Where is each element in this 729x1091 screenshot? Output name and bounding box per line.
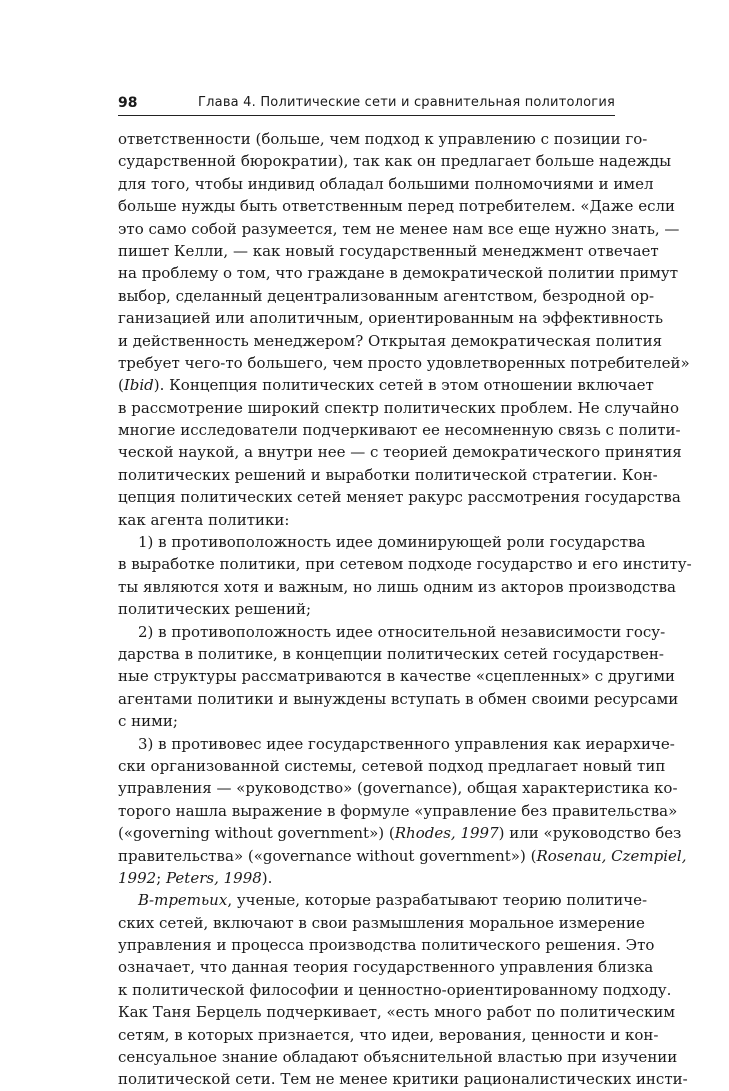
text-line bbox=[118, 800, 678, 822]
text-line bbox=[118, 621, 666, 643]
text-run: агентами политики и вынуждены вступать в обмен своими ресурсами bbox=[118, 689, 679, 708]
text-line bbox=[118, 1068, 688, 1090]
text-line bbox=[118, 934, 655, 956]
text-line bbox=[118, 710, 615, 732]
text-line bbox=[118, 598, 615, 620]
text-line bbox=[118, 486, 681, 508]
italic-text: Ibid bbox=[123, 376, 154, 395]
text-line bbox=[118, 889, 648, 911]
text-line bbox=[118, 755, 666, 777]
text-line bbox=[118, 688, 679, 710]
text-run: ганизацией или аполитичным, ориентированным на эффективность bbox=[118, 309, 664, 328]
text-run: ты являются хотя и важным, но лишь одним из акторов производства bbox=[118, 577, 676, 596]
text-run: сенсуальное знание обладают объяснительной властью при изучении bbox=[118, 1048, 678, 1067]
text-run: ответственности (больше, чем подход к управлению с позиции го- bbox=[118, 130, 648, 148]
text-line bbox=[118, 352, 690, 374]
text-run: , ученые, которые разрабатывают теорию политиче- bbox=[227, 891, 648, 910]
text-run: ные структуры рассматриваются в качестве «сцепленных» с другими bbox=[118, 667, 676, 686]
text-line bbox=[118, 867, 615, 889]
text-run: ческой наукой, а внутри нее — с теорией демократического принятия bbox=[118, 443, 682, 462]
text-line bbox=[118, 979, 672, 1001]
text-line bbox=[118, 330, 663, 352]
text-line bbox=[118, 1001, 676, 1023]
text-run: политических решений и выработки политической стратегии. Кон- bbox=[118, 465, 658, 484]
text-run: ). Концепция политических сетей в этом отношении включает bbox=[153, 376, 654, 395]
text-run: политической сети. Тем не менее критики рационалистических инсти- bbox=[118, 1070, 688, 1089]
text-line bbox=[118, 643, 664, 665]
text-run: («governing without government») ( bbox=[118, 824, 395, 843]
text-line bbox=[118, 553, 692, 575]
text-line bbox=[118, 822, 682, 844]
text-line bbox=[118, 218, 680, 240]
text-run: 3) в противовес идее государственного управления как иерархиче- bbox=[138, 734, 675, 753]
text-line bbox=[118, 845, 687, 867]
text-line bbox=[118, 665, 676, 687]
text-line bbox=[118, 531, 646, 553]
text-line bbox=[118, 1046, 678, 1068]
text-line bbox=[118, 912, 645, 934]
text-run: правительства» («governance without government») ( bbox=[118, 846, 537, 865]
italic-text: В-третьих bbox=[138, 891, 228, 910]
text-run: в рассмотрение широкий спектр политических проблем. Не случайно bbox=[118, 398, 679, 417]
text-line bbox=[118, 307, 664, 329]
italic-text: Rhodes, 1997 bbox=[394, 824, 499, 843]
text-line bbox=[118, 374, 654, 396]
text-run: 1) в противоположность идее доминирующей роли государства bbox=[138, 533, 646, 552]
text-run: это само собой разумеется, тем не менее нам все еще нужно знать, — bbox=[118, 219, 680, 238]
text-run: как агента политики: bbox=[118, 510, 290, 529]
text-line bbox=[118, 173, 654, 195]
page-header bbox=[118, 94, 615, 116]
text-run: означает, что данная теория государственного управления близка bbox=[118, 958, 654, 977]
text-run: торого нашла выражение в формуле «управление без правительства» bbox=[118, 801, 678, 820]
text-run: ; bbox=[156, 868, 167, 887]
text-line bbox=[118, 128, 648, 150]
text-run: управления и процесса производства политического решения. Это bbox=[118, 936, 655, 955]
italic-text: Rosenau, Czempiel, bbox=[536, 846, 687, 865]
text-run: Как Таня Берцель подчеркивает, «есть много работ по политическим bbox=[118, 1003, 676, 1022]
text-run: сетям, в которых признается, что идеи, верования, ценности и кон- bbox=[118, 1025, 659, 1044]
text-line bbox=[118, 509, 615, 531]
body-text bbox=[118, 128, 692, 1091]
text-run: управления — «руководство» (governance), общая характеристика ко- bbox=[118, 779, 678, 798]
text-line bbox=[118, 441, 682, 463]
text-run: 2) в противоположность идее относительной независимости госу- bbox=[138, 622, 666, 641]
text-line bbox=[118, 262, 679, 284]
text-run: политических решений; bbox=[118, 600, 311, 619]
text-line bbox=[118, 956, 654, 978]
text-run: для того, чтобы индивид обладал большими полномочиями и имел bbox=[118, 174, 654, 193]
text-run: требует чего-то большего, чем просто удовлетворенных потребителей» bbox=[118, 353, 690, 372]
text-line bbox=[118, 285, 655, 307]
text-run: ских сетей, включают в свои размышления моральное измерение bbox=[118, 913, 645, 932]
text-run: с ними; bbox=[118, 712, 178, 731]
text-run: дарства в политике, в концепции политических сетей государствен- bbox=[118, 644, 664, 663]
text-line bbox=[118, 777, 678, 799]
italic-text: 1992 bbox=[118, 868, 157, 887]
text-run: ски организованной системы, сетевой подход предлагает новый тип bbox=[118, 756, 666, 775]
text-run: и действенность менеджером? Открытая демократическая полития bbox=[118, 331, 663, 350]
text-run: к политической философии и ценностно-ориентированному подходу. bbox=[118, 980, 672, 999]
text-line bbox=[118, 464, 658, 486]
text-run: цепция политических сетей меняет ракурс рассмотрения государства bbox=[118, 488, 681, 507]
text-line bbox=[118, 397, 679, 419]
page-number: 98 bbox=[118, 95, 138, 111]
text-line bbox=[118, 240, 659, 262]
text-line bbox=[118, 733, 675, 755]
text-run: ). bbox=[261, 868, 273, 887]
text-line bbox=[118, 150, 672, 172]
text-run: на проблему о том, что граждане в демократической политии примут bbox=[118, 264, 679, 283]
text-line bbox=[118, 419, 681, 441]
text-run: многие исследователи подчеркивают ее несомненную связь с полити- bbox=[118, 421, 681, 440]
text-line bbox=[118, 1024, 659, 1046]
text-run: выбор, сделанный децентрализованным агентством, безродной ор- bbox=[118, 286, 655, 305]
text-line bbox=[118, 576, 676, 598]
text-run: ( bbox=[118, 376, 124, 395]
text-run: больше нужды быть ответственным перед потребителем. «Даже если bbox=[118, 197, 675, 216]
running-title: Глава 4. Политические сети и сравнительная политология bbox=[198, 95, 615, 110]
text-run: сударственной бюрократии), так как он предлагает больше надежды bbox=[118, 152, 672, 171]
text-run: в выработке политики, при сетевом подходе государство и его институ- bbox=[118, 555, 692, 574]
text-run: ) или «руководство без bbox=[498, 824, 682, 843]
text-run: пишет Келли, — как новый государственный менеджмент отвечает bbox=[118, 241, 659, 260]
italic-text: Peters, 1998 bbox=[166, 868, 262, 887]
header-divider bbox=[118, 115, 615, 116]
text-line bbox=[118, 195, 675, 217]
